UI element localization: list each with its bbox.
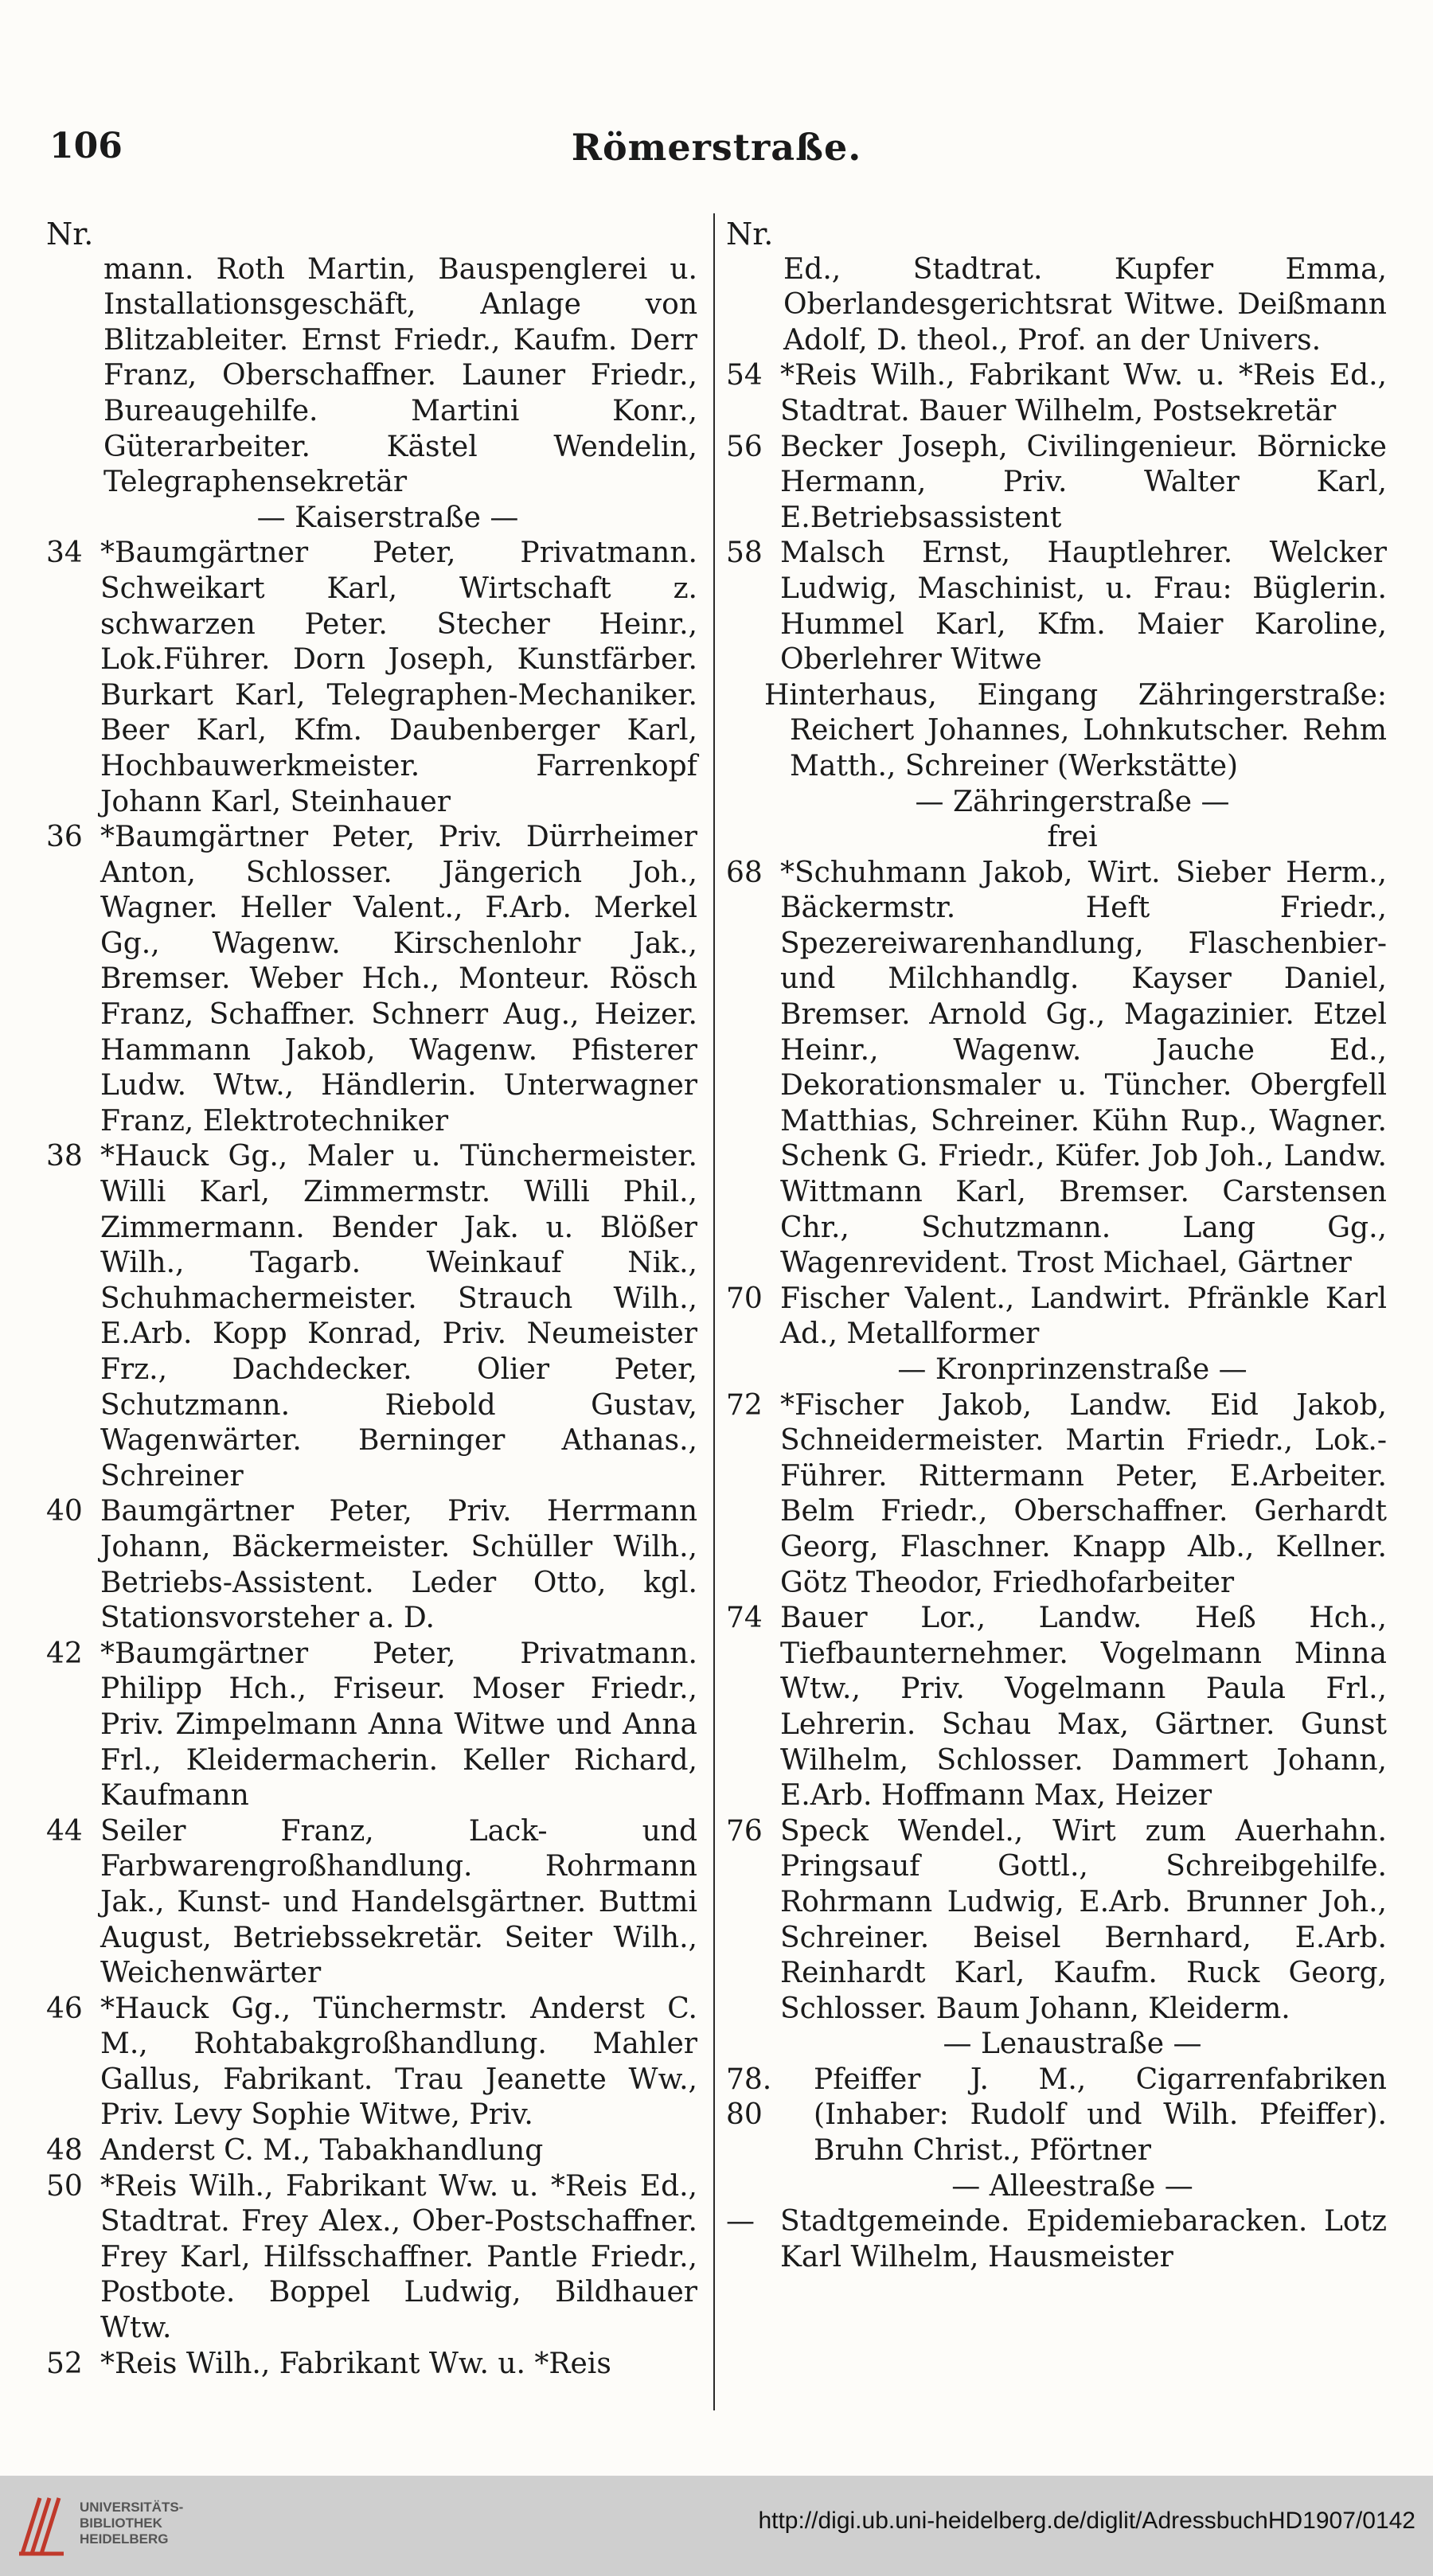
- address-entry: [46, 1814, 697, 1992]
- street-heading: — Kaiserstraße —: [256, 501, 519, 534]
- house-number: 58: [726, 537, 763, 570]
- address-entry: [46, 820, 697, 1139]
- street-heading: — Lenaustraße —: [943, 2028, 1202, 2061]
- logo-line: BIBLIOTHEK: [80, 2516, 162, 2531]
- house-number: 76: [726, 1814, 763, 1848]
- address-entry: [46, 1637, 697, 1814]
- house-number: 52: [46, 2347, 83, 2380]
- entry-text: *Schuhmann Jakob, Wirt. Sieber Herm., Bäckermstr. Heft Friedr., Spezereiwarenhandlung, Flaschenbier- und Milchhandlg. Kayser Daniel, Bremser. Arnold Gg., Magazinier. Etzel Heinr., Wagenw. Jauche Ed., Dekorationsmaler u. Tüncher. Obergfell Matthias, Schreiner. Kühn Rup., Wagner. Schenk G. Friedr., Küfer. Job Joh., Landw. Wittmann Karl, Bremser. Carstensen Chr., Schutzmann. Lang Gg., Wagenrevident. Trost Michael, Gärtner: [780, 856, 1387, 1280]
- entry-text: *Baumgärtner Peter, Privatmann. Philipp Hch., Friseur. Moser Friedr., Priv. Zimpelmann Anna Witwe und Anna Frl., Kleidermacherin. Keller Richard, Kaufmann: [100, 1637, 697, 1813]
- left-column: [46, 217, 697, 2382]
- column-divider: [713, 213, 715, 2410]
- house-number: 40: [46, 1495, 83, 1528]
- nr-heading: Nr.: [726, 217, 774, 252]
- house-number: —: [726, 2205, 755, 2238]
- entry-text: Anderst C. M., Tabakhandlung: [100, 2134, 544, 2168]
- address-entry: [726, 1388, 1387, 1602]
- university-library-logo-icon: [16, 2492, 72, 2560]
- street-heading: frei: [1047, 821, 1098, 854]
- house-number: 50: [46, 2169, 83, 2203]
- entry-text: Malsch Ernst, Hauptlehrer. Welcker Ludwig, Maschinist, u. Frau: Büglerin. Hummel Karl, Kfm. Maier Karoline, Oberlehrer Witwe: [780, 537, 1387, 677]
- entry-text: Ed., Stadtrat. Kupfer Emma, Oberlandesgerichtsrat Witwe. Deißmann Adolf, D. theol., Prof. an der Univers.: [783, 252, 1387, 357]
- page-number: 106: [49, 126, 123, 166]
- entry-text: Speck Wendel., Wirt zum Auerhahn. Pringsauf Gottl., Schreibgehilfe. Rohrmann Ludwig, E.Arb. Brunner Joh., Schreiner. Beisel Bernhard, E.Arb. Reinhardt Karl, Kaufm. Ruck Georg, Schlosser. Baum Johann, Kleiderm.: [780, 1814, 1387, 2025]
- house-number: 54: [726, 359, 763, 392]
- entry-text: Pfeiffer J. M., Cigarrenfabriken (Inhaber: Rudolf und Wilh. Pfeiffer). Bruhn Christ., Pförtner: [814, 2063, 1387, 2168]
- address-entry: [46, 2169, 697, 2347]
- address-entry: [726, 358, 1387, 429]
- house-number: 36: [46, 821, 83, 854]
- address-entry: [46, 2347, 697, 2383]
- address-entry: [46, 1992, 697, 2133]
- entry-text: *Hauck Gg., Tünchermstr. Anderst C. M., Rohtabakgroßhandlung. Mahler Gallus, Fabrikant. Trau Jeanette Ww., Priv. Levy Sophie Witwe, Priv.: [100, 1992, 697, 2132]
- entry-text: Becker Joseph, Civilingenieur. Börnicke Hermann, Priv. Walter Karl, E.Betriebsassistent: [780, 430, 1387, 534]
- house-number: 74: [726, 1602, 763, 1635]
- address-entry: Hinterhaus, Eingang Zähringerstraße: Reichert Johannes, Lohnkutscher. Rehm Matth., Schreiner (Werkstätte): [764, 678, 1387, 783]
- address-entry: [726, 252, 1387, 359]
- address-entry: [46, 252, 697, 501]
- address-entry: [726, 1814, 1387, 2028]
- page-title: Römerstraße.: [571, 126, 862, 169]
- address-entry: [726, 536, 1387, 677]
- address-entry: [46, 1139, 697, 1494]
- nr-heading: Nr.: [46, 217, 94, 252]
- footer-bar: [0, 2476, 1433, 2576]
- house-number: 68: [726, 856, 763, 889]
- house-number: 44: [46, 1814, 83, 1848]
- source-url-link[interactable]: http://digi.ub.uni-heidelberg.de/diglit/AdressbuchHD1907/0142: [758, 2508, 1415, 2534]
- entry-text: Seiler Franz, Lack- und Farbwarengroßhandlung. Rohrmann Jak., Kunst- und Handelsgärtner. Buttmi August, Betriebssekretär. Seiter Wilh., Weichenwärter: [100, 1814, 697, 1990]
- address-entry: [726, 1282, 1387, 1352]
- entry-text: *Hauck Gg., Maler u. Tünchermeister. Willi Karl, Zimmermstr. Willi Phil., Zimmermann. Bender Jak. u. Blößer Wilh., Tagarb. Weinkauf Nik., Schuhmachermeister. Strauch Wilh., E.Arb. Kopp Konrad, Priv. Neumeister Frz., Dachdecker. Olier Peter, Schutzmann. Riebold Gustav, Wagenwärter. Berninger Athanas., Schreiner: [100, 1140, 697, 1493]
- entry-text: *Reis Wilh., Fabrikant Ww. u. *Reis: [100, 2347, 611, 2380]
- address-entry: [726, 430, 1387, 537]
- entry-text: Baumgärtner Peter, Priv. Herrmann Johann, Bäckermeister. Schüller Wilh., Betriebs-Assistent. Leder Otto, kgl. Stationsvorsteher a. D.: [100, 1495, 697, 1635]
- entry-text: Stadtgemeinde. Epidemiebaracken. Lotz Karl Wilhelm, Hausmeister: [780, 2205, 1387, 2274]
- address-entry: [46, 536, 697, 820]
- house-number: 46: [46, 1992, 83, 2025]
- logo-line: HEIDELBERG: [80, 2531, 169, 2547]
- entry-text: mann. Roth Martin, Bauspenglerei u. Installationsgeschäft, Anlage von Blitzableiter. Ernst Friedr., Kaufm. Derr Franz, Oberschaffner. Launer Friedr., Bureaugehilfe. Martini Konr., Güterarbeiter. Kästel Wendelin, Telegraphensekretär: [103, 252, 697, 499]
- address-entry: [726, 2063, 1387, 2169]
- address-entry: [46, 1494, 697, 1636]
- house-number: 56: [726, 430, 763, 463]
- entry-text: *Baumgärtner Peter, Privatmann. Schweikart Karl, Wirtschaft z. schwarzen Peter. Stecher Heinr., Lok.Führer. Dorn Joseph, Kunstfärber. Burkart Karl, Telegraphen-Mechaniker. Beer Karl, Kfm. Daubenberger Karl, Hochbauwerkmeister. Farrenkopf Johann Karl, Steinhauer: [100, 537, 697, 818]
- entry-text: *Fischer Jakob, Landw. Eid Jakob, Schneidermeister. Martin Friedr., Lok.-Führer. Rittermann Peter, E.Arbeiter. Belm Friedr., Oberschaffner. Gerhardt Georg, Flaschner. Knapp Alb., Kellner. Götz Theodor, Friedhofarbeiter: [780, 1388, 1387, 1599]
- address-entry: [726, 856, 1387, 1282]
- house-number: 48: [46, 2134, 83, 2168]
- entry-text: Bauer Lor., Landw. Heß Hch., Tiefbaunternehmer. Vogelmann Minna Wtw., Priv. Vogelmann Paula Frl., Lehrerin. Schau Max, Gärtner. Gunst Wilhelm, Schlosser. Dammert Johann, E.Arb. Hoffmann Max, Heizer: [780, 1602, 1387, 1813]
- entry-text: *Baumgärtner Peter, Priv. Dürrheimer Anton, Schlosser. Jängerich Joh., Wagner. Heller Valent., F.Arb. Merkel Gg., Wagenw. Kirschenlohr Jak., Bremser. Weber Hch., Monteur. Rösch Franz, Schaffner. Schnerr Aug., Heizer. Hammann Jakob, Wagenw. Pfisterer Ludw. Wtw., Händlerin. Unterwagner Franz, Elektrotechniker: [100, 821, 697, 1138]
- entry-text: Fischer Valent., Landwirt. Pfränkle Karl Ad., Metallformer: [780, 1282, 1387, 1351]
- entry-text: *Reis Wilh., Fabrikant Ww. u. *Reis Ed., Stadtrat. Bauer Wilhelm, Postsekretär: [780, 359, 1387, 427]
- street-heading: — Zähringerstraße —: [915, 785, 1230, 818]
- logo-text: [80, 2500, 183, 2547]
- address-entry: [726, 1601, 1387, 1814]
- house-number: 72: [726, 1388, 763, 1422]
- right-column: [726, 217, 1387, 2275]
- street-heading: — Alleestraße —: [951, 2169, 1193, 2203]
- house-number: 34: [46, 537, 83, 570]
- entry-text: *Reis Wilh., Fabrikant Ww. u. *Reis Ed., Stadtrat. Frey Alex., Ober-Postschaffner. Frey Karl, Hilfsschaffner. Pantle Friedr., Postbote. Boppel Ludwig, Bildhauer Wtw.: [100, 2169, 697, 2345]
- address-entry: [46, 2133, 697, 2169]
- street-heading: — Kronprinzenstraße —: [897, 1353, 1248, 1386]
- house-number: 38: [46, 1140, 83, 1173]
- house-number: 70: [726, 1282, 763, 1315]
- logo-line: UNIVERSITÄTS-: [80, 2500, 184, 2515]
- house-number: 42: [46, 1637, 83, 1670]
- house-number: 78. 80: [726, 2063, 772, 2132]
- address-entry: [726, 2204, 1387, 2275]
